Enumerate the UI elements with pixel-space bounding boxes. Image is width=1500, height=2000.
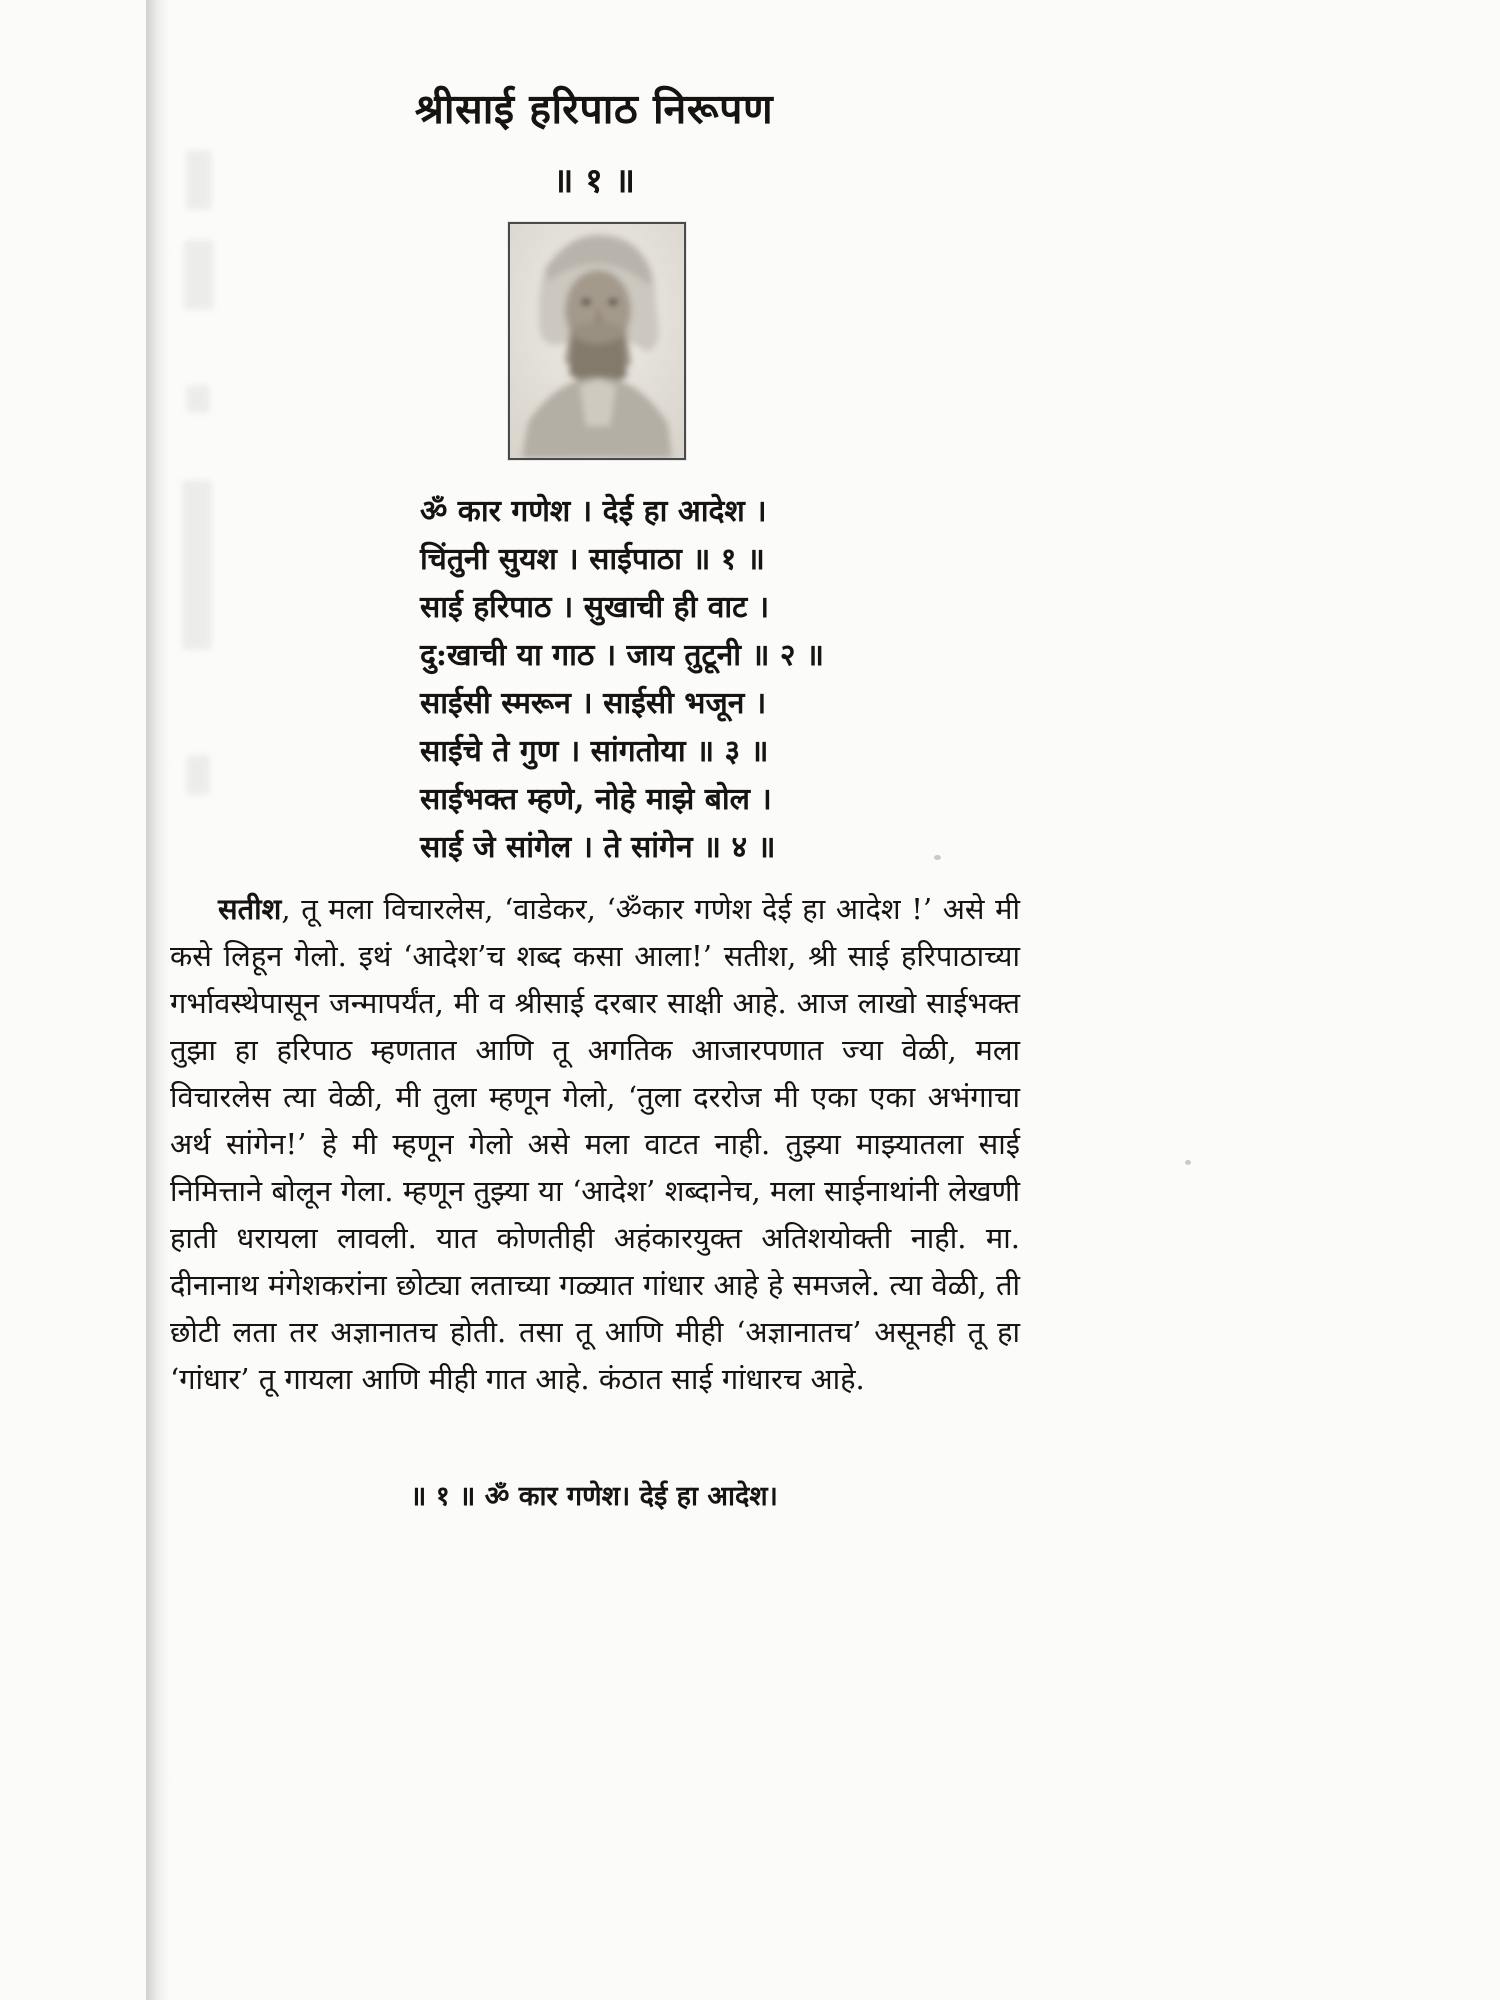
commentary-paragraph: [170, 886, 1020, 1403]
sai-baba-portrait-image: [510, 224, 684, 458]
verse-line: साई जे सांगेल । ते सांगेन ॥ ४ ॥: [420, 830, 776, 865]
page-footer-refrain: ॥ १ ॥ ॐ कार गणेश। देई हा आदेश।: [410, 1481, 778, 1512]
verse-line: साई हरिपाठ । सुखाची ही वाट ।: [420, 590, 770, 625]
verse-line: ॐ कार गणेश । देई हा आदेश ।: [420, 494, 767, 529]
scan-speck: [934, 855, 941, 860]
commentary-lead-word: सतीश: [218, 892, 282, 926]
commentary-body-text: , तू मला विचारलेस, ‘वाडेकर, ‘ॐकार गणेश देई हा आदेश !’ असे मी कसे लिहून गेलो. इथं ‘आदेश’च शब्द कसा आला!’ सतीश, श्री साई हरिपाठाच्या गर्भावस्थेपासून जन्मापर्यंत, मी व श्रीसाई दरबार साक्षी आहे. आज लाखो साईभक्त तुझा हा हरिपाठ म्हणतात आणि तू अगतिक आजारपणात ज्या वेळी, मला विचारलेस त्या वेळी, मी तुला म्हणून गेलो, ‘तुला दररोज मी एका एका अभंगाचा अर्थ सांगेन!’ हे मी म्हणून गेलो असे मला वाटत नाही. तुझ्या माझ्यातला साई निमित्ताने बोलून गेला. म्हणून तुझ्या या ‘आदेश’ शब्दानेच, मला साईनाथांनी लेखणी हाती धरायला लावली. यात कोणतीही अहंकारयुक्त अतिशयोक्ती नाही. मा. दीनानाथ मंगेशकरांना छोट्या लताच्या गळ्यात गांधार आहे हे समजले. त्या वेळी, ती छोटी लता तर अज्ञानातच होती. तसा तू आणि मीही ‘अज्ञानातच’ असूनही तू हा ‘गांधार’ तू गायला आणि मीही गात आहे. कंठात साई गांधारच आहे.: [170, 892, 1020, 1396]
verse-line: साईसी स्मरून । साईसी भजून ।: [420, 686, 767, 721]
scan-gutter-shadow: [146, 0, 170, 2000]
verse-line: साईभक्त म्हणे, नोहे माझे बोल ।: [420, 782, 772, 817]
verse-line: दु:खाची या गाठ । जाय तुटूनी ॥ २ ॥: [420, 638, 824, 673]
verse-line: चिंतुनी सुयश । साईपाठा ॥ १ ॥: [420, 542, 765, 577]
bleed-through-artifact: [182, 480, 212, 650]
bleed-through-artifact: [186, 385, 210, 413]
verse-line: साईचे ते गुण । सांगतोया ॥ ३ ॥: [420, 734, 769, 769]
page-title: श्रीसाई हरिपाठ निरूपण: [414, 85, 774, 133]
scan-speck: [1185, 1160, 1191, 1165]
bleed-through-artifact: [186, 755, 210, 795]
chapter-marker: ॥ १ ॥: [552, 161, 636, 201]
bleed-through-artifact: [184, 240, 214, 310]
sai-baba-portrait-frame: [508, 222, 686, 460]
verse-block: [420, 488, 824, 872]
commentary-section: [170, 886, 1020, 1403]
